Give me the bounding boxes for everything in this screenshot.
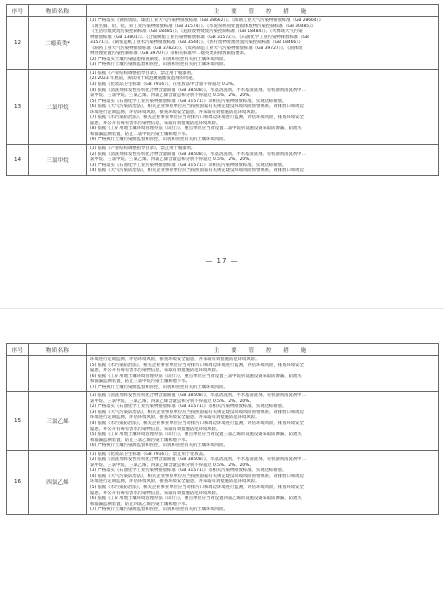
measure-line: (2) 依据《清洗剂挥发性有机化合物含量限值（GB 38508）》，水基清洗剂、半水基清洗剂、有机溶剂清洗剂中二 (90, 151, 306, 157)
measure-line: 《制药工业大气污染物排放标准（GB 37823）》、《农药制造工业大气污染物排放标准（GB 39727）》、《固体废 (90, 45, 303, 51)
measure-line: (7) 严格执行土壤污染源监督和管控，识别和管控有关的土壤环境风险。 (90, 384, 228, 390)
control-measures-cell (87, 392, 439, 450)
measure-line: (3) 严格落实《石油化学工业污染物排放标准（GB 31571）》等相关污染物排放标准，实现达标排放。 (90, 468, 287, 474)
measure-line: 氯甲烷、三氯甲烷、三氯乙烯、四氯乙烯含量总和分别不得超过 0.5%、2%、20%。 (90, 462, 254, 468)
measure-line: 隐患，并公开有毒有害水污染物信息，采取有效措施防范环境风险。 (90, 368, 221, 374)
control-measures-cell (87, 17, 439, 70)
substance-name: 四氯乙烯 (29, 450, 87, 514)
measure-line: (4) 依据《大气污染防治法》，相关企业事业单位应当按照国家有关规定建设环境风险预警体系，对排放口和周边 (90, 168, 304, 174)
measure-line: (7) 依据《水污染防治法》，相关企业事业单位应当对排污口和周边环境进行监测，评估环境风险，排查环境安全 (90, 115, 304, 121)
substance-name: 二氯甲烷 (29, 69, 87, 144)
table-row (7, 356, 439, 392)
header-substance: 物质名称 (29, 5, 87, 17)
measure-line: (1) 依据《清洗剂挥发性有机化合物含量限值（GB 38508）》，水基清洗剂、半水基清洗剂、有机溶剂清洗剂中二 (90, 393, 306, 399)
measure-line: (2) 严格落实《石油化学工业污染物排放标准（GB 31571）》等相关污染物排放标准，实现达标排放。 (90, 404, 287, 410)
measure-line: (6) 依据《大气污染防治法》，相关企业事业单位应当按照国家有关规定建设环境风险预警体系，对排放口和周边 (90, 104, 304, 110)
document-page-18 (0, 308, 444, 611)
row-number (7, 356, 29, 392)
header-measures: 主 要 管 控 措 施 (87, 344, 439, 356)
substance-name: 三氯甲烷 (29, 145, 87, 176)
measure-line: (4) 依据《水污染防治法》，相关企业事业单位应当对排污口和周边环境进行监测，评估环境风险，排查环境安全 (90, 421, 304, 427)
measure-line: (2) 依据《清洗剂挥发性有机化合物含量限值（GB 38508）》，水基清洗剂、半水基清洗剂、有机溶剂清洗剂中二 (90, 457, 306, 463)
measure-line: 和溢漏监测装置，防止三氯甲烷污染土壤和地下水。 (90, 379, 190, 385)
table-header-row (7, 344, 439, 356)
measure-line: (2) 严格落实土壤污染隐患排查制度，识别和管控有关的土壤环境风险。 (90, 56, 228, 62)
measure-line: 环境进行定期监测，评估环境风险，排查环境安全隐患，并采取有效措施防范环境风险。 (90, 415, 260, 421)
row-number: 13 (7, 69, 29, 144)
measure-line: 隐患，并公开有毒有害水污染物信息，采取有效措施防范环境风险。 (90, 120, 221, 126)
measure-line: (5) 严格落实《石油化学工业污染物排放标准（GB 31571）》等相关污染物排放标准，实现达标排放。 (90, 98, 287, 104)
measure-line: 《再生铜、铝、铅、锌工业污染物排放标准（GB 31574）》、《水泥窑协同处置固体废物污染控制标准（GB 30485）》 (90, 23, 316, 29)
header-no: 序号 (7, 344, 29, 356)
substance-name (29, 356, 87, 392)
header-measures: 主 要 管 控 措 施 (87, 5, 439, 17)
measure-line: 物排放标准（GB 13801）》、《合成树脂工业污染物排放标准（GB 31572）》、《石油化学工业污染物排放标准（GB (90, 34, 309, 40)
measure-line: 氯甲烷、三氯甲烷、三氯乙烯、四氯乙烯含量总和分别不得超过 0.5%、2%、20%。 (90, 93, 254, 99)
measure-line: (2) 2023 年底前，淘汰用于软泡聚氨酯发泡剂的用途。 (90, 76, 197, 82)
measure-line: (4) 依据《清洗剂挥发性有机化合物含量限值（GB 38508）》，水基清洗剂、半水基清洗剂、有机溶剂清洗剂中二 (90, 87, 306, 93)
measure-line: (4) 依据《大气污染防治法》，相关企业事业单位应当按照国家有关规定建设环境风险预警体系，对排放口和周边 (90, 473, 304, 479)
table-row (7, 17, 439, 70)
control-measures-cell (87, 450, 439, 514)
document-page-17 (0, 0, 444, 300)
control-measures-cell (87, 69, 439, 144)
row-number: 16 (7, 450, 29, 514)
measure-line: 氯甲烷、三氯甲烷、三氯乙烯、四氯乙烯含量总和分别不得超过 0.5%、2%、20%。 (90, 398, 254, 404)
measure-line: (1) 依据《产业结构调整指导目录》，禁止用于脱漆剂。 (90, 70, 196, 76)
measure-line: (1) 依据《产业结构调整指导目录》，禁止用于脱漆剂。 (90, 146, 196, 152)
measure-line: (5) 依据《水污染防治法》，相关企业事业单位应当对排污口和周边环境进行监测，评估环境风险，排查环境安全 (90, 485, 304, 491)
measure-line: (5) 依据《工矿用地土壤环境管理办法（试行）》，重点单位应当对设置三氯乙烯的设施设备采取防渗漏、防流失 (90, 432, 302, 438)
row-number: 14 (7, 145, 29, 176)
substance-name: 二噁英类* (29, 17, 87, 70)
header-no: 序号 (7, 5, 29, 17)
measure-line: 隐患，并公开有毒有害水污染物信息，采取有效措施防范环境风险。 (90, 426, 221, 432)
measure-line: 氯甲烷、三氯甲烷、三氯乙烯、四氯乙烯含量总和分别不得超过 0.5%、2%、20%。 (90, 157, 254, 163)
control-measures-table-page-17 (6, 4, 439, 176)
measure-line: 和溢漏监测装置，防止二氯甲烷污染土壤和地下水。 (90, 131, 190, 137)
measure-line: (3) 严格落实《石油化学工业污染物排放标准（GB 31571）》等相关污染物排放标准，实现达标排放。 (90, 162, 287, 168)
control-measures-table-body (7, 5, 439, 176)
measure-line: (8) 依据《工矿用地土壤环境管理办法（试行）》，重点单位应当对设置二氯甲烷的设施设备采取防渗漏、防流失 (90, 126, 302, 132)
table-row (7, 392, 439, 450)
measure-line: 《生活垃圾焚烧污染控制标准（GB 18485）》、《危险废物焚烧污染控制标准（GB 18484）》、《火葬场大气污染 (90, 29, 303, 35)
measure-line: 隐患，并公开有毒有害水污染物信息，采取有效措施防范环境风险。 (90, 490, 221, 496)
row-number: 12 (7, 17, 29, 70)
measure-line: (5) 依据《水污染防治法》，相关企业事业单位应当对排污口和周边环境进行监测，评估环境风险，排查环境安全 (90, 362, 304, 368)
measure-line: (9) 严格执行土壤污染源监督和管控，识别和管控有关的土壤环境风险。 (90, 137, 228, 143)
measure-line: (6) 依据《工矿用地土壤环境管理办法（试行）》，重点单位应当对设置四氯乙烯的设施设备采取防渗漏、防流失 (90, 496, 302, 502)
substance-name: 三氯乙烯 (29, 392, 87, 450)
control-measures-table-body (7, 344, 439, 515)
row-number: 15 (7, 392, 29, 450)
table-row (7, 69, 439, 144)
header-substance: 物质名称 (29, 344, 87, 356)
measure-line: 环境进行定期监测，评估环境风险，排查环境安全隐患，并采取有效措施防范环境风险。 (90, 109, 260, 115)
control-measures-table-page-18 (6, 343, 439, 515)
page-number: — 17 — (205, 257, 239, 265)
measure-line: 物处理处置污染控制标准（GB 39707）》等相关标准中二噁英类的排放限值要求。 (90, 51, 249, 57)
measure-line: (6) 依据《工矿用地土壤环境管理办法（试行）》，重点单位应当对设置三氯甲烷的设施设备采取防渗漏、防流失 (90, 373, 302, 379)
measure-line: 环境进行定期监测，评估环境风险，排查环境安全隐患，并采取有效措施防范环境风险。 (90, 479, 260, 485)
measure-line: (6) 严格执行土壤污染源监督和管控，识别和管控有关的土壤环境风险。 (90, 443, 228, 449)
measure-line: (7) 严格执行土壤污染源监督和管控，识别和管控有关的土壤环境风险。 (90, 507, 228, 513)
measure-line: 31571）》、《制浆造纸工业水污染物排放标准（GB 3544）》、《医疗废物处理处置污染控制标准（GB 18466）》 (90, 40, 303, 46)
measure-line: 和溢漏监测装置，防止四氯乙烯污染土壤和地下水。 (90, 501, 190, 507)
control-measures-cell (87, 145, 439, 176)
table-header-row (7, 5, 439, 17)
measure-line: 环境进行定期监测，评估环境风险，排查环境安全隐患，并采取有效措施防范环境风险。 (90, 357, 260, 362)
measure-line: (3) 依据《大气污染防治法》，相关企业事业单位应当按照国家有关规定建设环境风险预警体系，对排放口和周边 (90, 409, 304, 415)
control-measures-cell (87, 356, 439, 392)
measure-line: (1) 严格落实《钢铁烧结、球团工业大气污染物排放标准（GB 28662）》、《炼钢工业大气污染物排放标准（GB 28664）》 (90, 18, 324, 23)
measure-line: (1) 依据《化妆品卫生标准（GB 7916）》，禁止用于化妆品。 (90, 451, 208, 457)
measure-line: (3) 严格执行土壤污染源监督和管控，识别和管控有关的土壤环境风险。 (90, 62, 228, 68)
measure-line: (3) 依据《化妆品卫生标准（GB 7916）》，在化妆品中含量不得超过 0.2%。 (90, 82, 238, 88)
measure-line: 和溢漏监测装置，防止三氯乙烯污染土壤和地下水。 (90, 437, 190, 443)
table-row (7, 145, 439, 176)
table-row (7, 450, 439, 514)
